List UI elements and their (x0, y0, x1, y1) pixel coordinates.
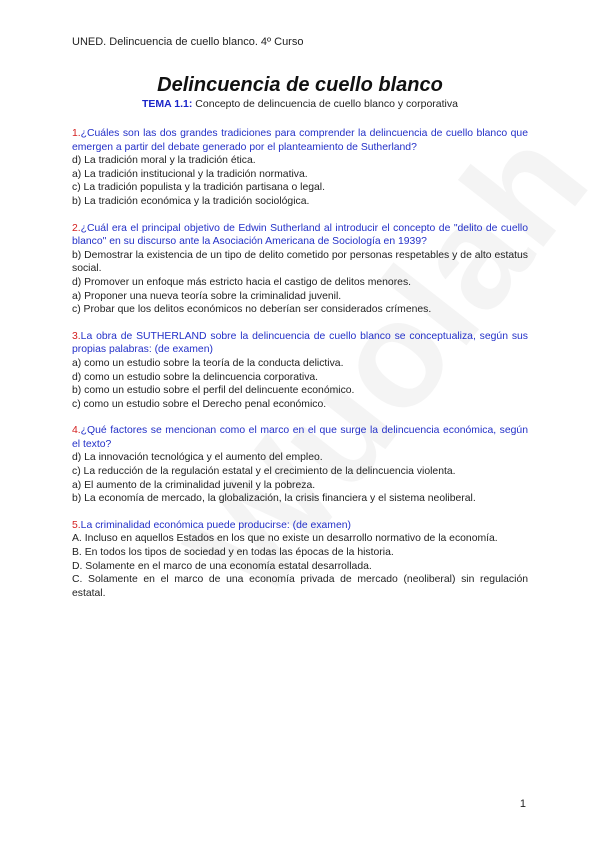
answer-option: c) como un estudio sobre el Derecho penal económico. (72, 398, 327, 410)
document-title: Delincuencia de cuello blanco (157, 74, 443, 96)
question-block (72, 519, 528, 601)
question-text: La obra de SUTHERLAND sobre la delincuencia de cuello blanco se conceptualiza, según sus propias palabras: (de examen) (72, 330, 528, 356)
question-text: ¿Cuál era el principal objetivo de Edwin Sutherland al introducir el concepto de "delito de cuello blanco" en su discurso ante la Asociación Americana de Sociología en 1939? (72, 222, 528, 248)
document-header: UNED. Delincuencia de cuello blanco. 4º Curso (72, 36, 304, 48)
question-list (72, 127, 528, 613)
question-text: La criminalidad económica puede producirse: (de examen) (80, 519, 351, 531)
answer-option: b) Demostrar la existencia de un tipo de delito cometido por personas respetables y de alto estatus social. (72, 249, 528, 275)
question-number: 1. (72, 128, 81, 139)
answer-option: C. Solamente en el marco de una economía privada de mercado (neoliberal) sin regulación estatal. (72, 574, 528, 599)
answer-option: D. Solamente en el marco de una economía estatal desarrollada. (72, 560, 372, 572)
answer-option: c) La tradición populista y la tradición partisana o legal. (72, 182, 325, 194)
answer-option: b) La tradición económica y la tradición sociológica. (72, 195, 310, 207)
answer-option: b) La economía de mercado, la globalización, la crisis financiera y el sistema neoliberal. (72, 493, 476, 505)
question-number: 5. (72, 519, 81, 531)
answer-option: d) La tradición moral y la tradición ética. (72, 155, 256, 167)
tema-label: TEMA 1.1: (142, 98, 193, 110)
question-block (72, 330, 528, 412)
question-number: 3. (72, 330, 81, 342)
question-text: ¿Cuáles son las dos grandes tradiciones para comprender la delincuencia de cuello blanco que emergen a partir del debate generado por el planteamiento de Sutherland? (72, 128, 528, 153)
answer-option: A. Incluso en aquellos Estados en los que no existe un desarrollo normativo de la economía. (72, 533, 498, 545)
answer-option: a) como un estudio sobre la teoría de la conducta delictiva. (72, 357, 344, 369)
answer-option: d) La innovación tecnológica y el aumento del empleo. (72, 452, 323, 464)
question-text: ¿Qué factores se mencionan como el marco en el que surge la delincuencia económica, según el texto? (72, 425, 528, 450)
question-number: 2. (72, 222, 81, 234)
question-number: 4. (72, 425, 81, 437)
document-subtitle (0, 98, 600, 110)
answer-option: c) Probar que los delitos económicos no deberían ser considerados crímenes. (72, 304, 432, 316)
answer-option: d) como un estudio sobre la delincuencia corporativa. (72, 371, 319, 383)
answer-option: a) El aumento de la criminalidad juvenil y la pobreza. (72, 479, 316, 491)
answer-option: a) Proponer una nueva teoría sobre la criminalidad juvenil. (72, 290, 342, 302)
answer-option: b) como un estudio sobre el perfil del delincuente económico. (72, 385, 355, 397)
answer-option: d) Promover un enfoque más estricto hacia el castigo de delitos menores. (72, 276, 412, 288)
answer-option: a) La tradición institucional y la tradición normativa. (72, 168, 308, 180)
question-block (72, 424, 528, 506)
page-number: 1 (519, 798, 526, 810)
answer-option: B. En todos los tipos de sociedad y en todas las épocas de la historia. (72, 547, 394, 559)
question-block (72, 127, 528, 209)
answer-option: c) La reducción de la regulación estatal y el crecimiento de la delincuencia violenta. (72, 466, 456, 478)
tema-text: Concepto de delincuencia de cuello blanco y corporativa (192, 98, 458, 110)
question-block (72, 222, 528, 317)
